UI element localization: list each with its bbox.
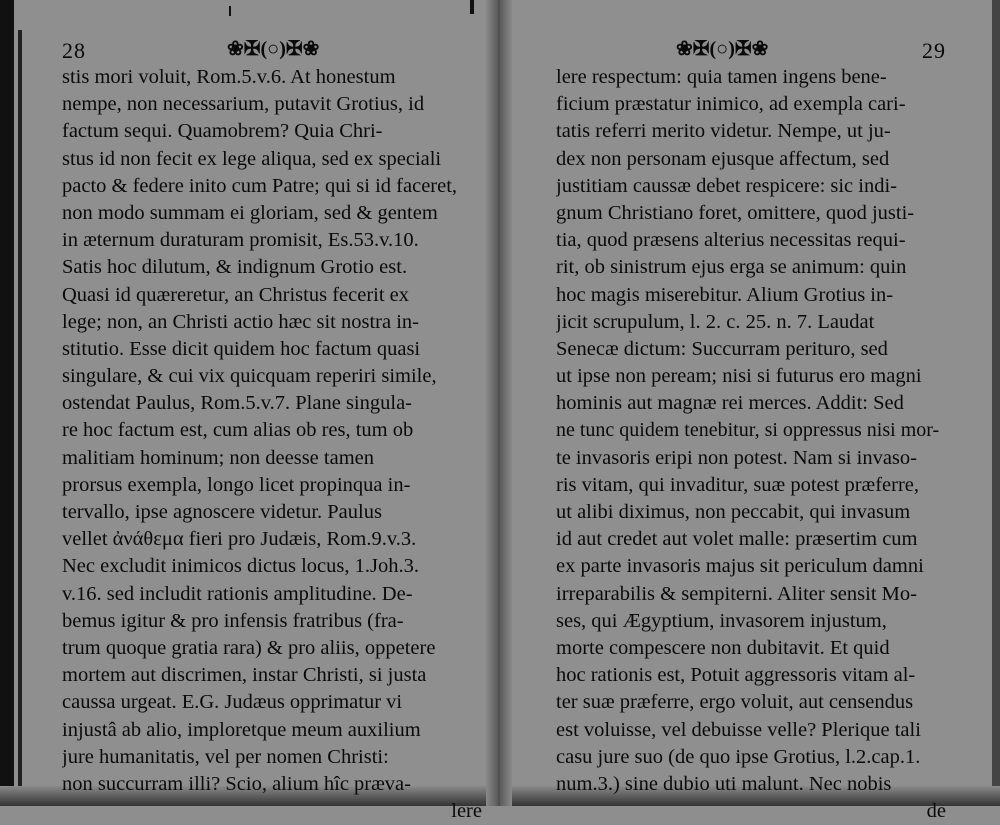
text-line: num.3.) sine dubio uti malunt. Nec nobis [556,772,892,795]
text-line: tatis referri merito videtur. Nempe, ut ju- [556,120,891,143]
text-line: factum sequi. Quamobrem? Quia Chri- [62,120,383,143]
text-line: ut alibi diximus, non peccabit, qui invasum [556,501,911,523]
text-line: Satis hoc dilutum, & indignum Grotio est. [62,256,408,279]
text-line: nempe, non necessarium, putavit Grotius, id [62,93,425,116]
text-line: ris vitam, qui invaditur, suæ potest præferre, [556,473,919,496]
text-line: ter suæ præferre, ergo voluit, aut censendus [556,691,914,714]
page-edge-left-inner [18,30,22,790]
top-tick-mark [229,6,231,16]
text-line: dex non personam ejusque affectum, sed [556,147,890,170]
text-line: morte compescere non dubitavit. Et quid [556,636,890,659]
text-line: trum quoque gratia rara) & pro aliis, oppetere [62,636,436,659]
text-line: hoc magis miserebitur. Alium Grotius in- [556,283,894,306]
text-line: vellet ἀνάθεμα fieri pro Judæis, Rom.9.v.3. [62,528,417,551]
text-line: tervallo, ipse agnoscere videtur. Paulus [62,501,382,523]
text-line: irreparabilis & sempiterni. Aliter sensit Mo- [556,582,917,605]
text-line: injustâ ab alio, imploretque meum auxilium [62,718,421,741]
page-edge-left [0,0,14,806]
header-ornament-icon: ❀✠(○)✠❀ [676,38,769,60]
left-page-header [62,34,482,64]
text-line: justitiam caussæ debet respicere: sic indi- [556,174,898,197]
text-line: lege; non, an Christi actio hæc sit nostra in- [62,310,419,333]
text-line: re hoc factum est, cum alias ob res, tum ob [62,419,414,442]
text-line: caussa urgeat. E.G. Judæus opprimatur vi [62,691,403,714]
text-line: ostendat Paulus, Rom.5.v.7. Plane singula- [62,392,412,415]
left-page-text [62,64,482,798]
text-line: mortem aut discrimen, instar Christi, si justa [62,664,427,687]
text-line: gnum Christiano foret, omittere, quod justi- [556,201,915,224]
text-line: Nec excludit inimicos dictus locus, 1.Joh.3. [62,555,419,578]
text-line: non modo summam ei gloriam, sed & gentem [62,201,438,224]
left-page [62,34,482,825]
text-line: prorsus exempla, longo licet propinqua in- [62,473,411,496]
text-line: pacto & federe inito cum Patre; qui si id faceret, [62,174,458,197]
text-line: jure humanitatis, vel per nomen Christi: [62,745,389,768]
text-line: ficium præstatur inimico, ad exempla cari- [556,93,906,116]
text-line: casu jure suo (de quo ipse Grotius, l.2.cap.1. [556,745,921,768]
text-line: bemus igitur & pro infensis fratribus (fra- [62,609,404,632]
text-line: jicit scrupulum, l. 2. c. 25. n. 7. Laudat [556,310,875,333]
text-line: ne tunc quidem tenebitur, si oppressus nisi mor- [556,419,940,442]
text-line: ses, qui Ægyptium, invasorem injustum, [556,609,887,632]
text-line: in æternum duraturam promisit, Es.53.v.10. [62,229,419,252]
text-line: non succurram illi? Scio, alium hîc præva- [62,772,411,795]
text-line: tia, quod præsens alterius necessitas requi- [556,229,906,252]
text-line: te invasoris eripi non potest. Nam si invaso- [556,446,917,469]
text-line: stitutio. Esse dicit quidem hoc factum quasi [62,337,421,360]
text-line: hominis aut magnæ rei merces. Addit: Sed [556,392,904,415]
right-page-header [556,34,946,64]
right-page-text [556,64,946,798]
text-line: Quasi id quæreretur, an Christus fecerit ex [62,283,410,306]
gutter-mark [470,0,474,14]
text-line: stus id non fecit ex lege aliqua, sed ex speciali [62,147,442,170]
text-line: rit, ob sinistrum ejus erga se animum: quin [556,256,907,279]
text-line: v.16. sed includit rationis amplitudine. De- [62,582,413,605]
text-line: ex parte invasoris majus sit periculum damni [556,555,924,578]
text-line: hoc rationis est, Potuit aggressoris vitam al- [556,664,916,687]
page-edge-right [992,0,1000,806]
text-line: est voluisse, vel debuisse velle? Plerique tali [556,718,921,741]
text-line: ut ipse non peream; nisi si futurus ero magni [556,365,922,388]
right-page [556,34,946,825]
text-line: Senecæ dictum: Succurram perituro, sed [556,337,888,360]
catchword: de [926,800,946,823]
catchword: lere [451,800,482,823]
text-line: malitiam hominum; non deesse tamen [62,446,374,469]
header-ornament-icon: ❀✠(○)✠❀ [227,38,320,60]
text-line: lere respectum: quia tamen ingens bene- [556,66,887,88]
book-gutter [486,0,512,806]
page-number: 28 [62,38,86,63]
page-number: 29 [922,38,946,63]
text-line: stis mori voluit, Rom.5.v.6. At honestum [62,66,396,88]
text-line: id aut credet aut volet malle: præsertim cum [556,528,918,551]
text-line: singulare, & cui vix quicquam reperiri simile, [62,365,437,388]
